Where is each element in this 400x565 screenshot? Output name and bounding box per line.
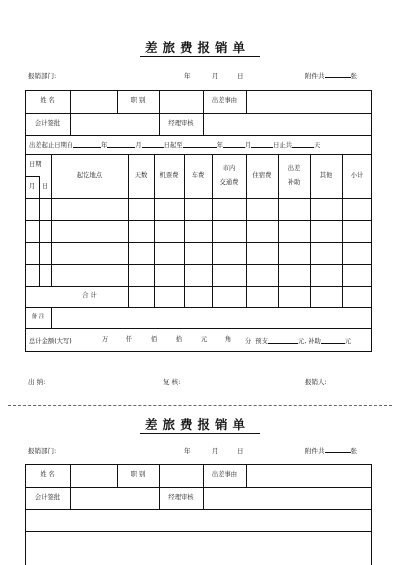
attachment-count [305, 71, 357, 80]
total-label: 合 计 [82, 292, 97, 300]
position-field[interactable] [159, 464, 203, 487]
period-month-label: 月 [135, 142, 142, 149]
advance-blank[interactable] [268, 337, 298, 344]
attachment-suffix: 张 [350, 447, 357, 455]
amount-label: 总计金额(大写) [29, 337, 72, 345]
year-label: 年 [184, 72, 191, 80]
name-field[interactable] [70, 90, 117, 113]
year-label: 年 [184, 447, 191, 455]
amount-shi: 拾 [175, 335, 183, 343]
name-label: 姓 名 [40, 97, 55, 105]
col-hotel: 住宿费 [252, 171, 272, 179]
trip-reason-label: 出差事由 [211, 97, 238, 105]
amount-bai: 佰 [150, 335, 158, 343]
allowance-yuan-label: 元 [344, 337, 352, 345]
advance-and-allowance [245, 328, 351, 352]
month-label: 月 [212, 447, 219, 455]
accountant-approval-label: 会计签批 [34, 119, 61, 127]
trip-reason-field[interactable] [246, 90, 372, 113]
trip-period-row [29, 135, 320, 154]
col-day: 日 [41, 182, 49, 190]
position-label: 职 别 [130, 471, 146, 479]
attachment-count [305, 446, 357, 455]
col-city-transport-line2: 交通费 [219, 179, 239, 186]
trip-reason-label: 出差事由 [211, 471, 238, 479]
col-car: 车费 [191, 171, 205, 179]
form-title: 差旅费报销单 [145, 40, 251, 55]
accountant-approval-label: 会计签批 [34, 493, 61, 501]
position-label: 职 别 [130, 97, 146, 105]
form-title: 差旅费报销单 [145, 417, 251, 432]
review-label: 复 核: [163, 378, 181, 386]
period-total-label: 日止共 [273, 142, 293, 149]
manager-review-field[interactable] [203, 487, 372, 509]
col-city-transport-line1: 市内 [222, 164, 236, 172]
period-blank[interactable] [107, 141, 135, 148]
period-year-label: 年 [216, 142, 223, 149]
col-other: 其他 [319, 171, 333, 179]
period-year-label: 年 [101, 142, 108, 149]
dept-label: 报销部门: [28, 72, 57, 80]
amount-jiao: 角 [224, 335, 232, 343]
name-field[interactable] [70, 464, 117, 487]
period-month-label: 月 [244, 142, 252, 149]
col-place: 起讫地点 [76, 171, 103, 179]
col-subtotal: 小计 [350, 171, 364, 179]
manager-review-label: 经理审核 [168, 119, 194, 127]
day-label: 日 [237, 72, 244, 80]
attachment-blank[interactable] [325, 446, 351, 453]
period-blank[interactable] [183, 141, 217, 148]
accountant-approval-field[interactable] [70, 113, 159, 135]
attachment-prefix: 附件共 [305, 447, 325, 455]
attachment-prefix: 附件共 [305, 72, 325, 80]
remark-label: 备 注 [31, 313, 45, 320]
col-allowance-line1: 出差 [287, 164, 301, 172]
advance-label: 预支 [255, 337, 268, 345]
row-divider [25, 509, 372, 510]
advance-yuan-label: 元, 补助 [297, 337, 321, 345]
cashier-label: 出 纳: [28, 378, 46, 386]
day-label: 日 [237, 447, 244, 455]
row-divider [25, 198, 372, 199]
col-month: 月 [28, 182, 36, 190]
row-divider [25, 242, 372, 243]
month-label: 月 [212, 72, 219, 80]
attachment-suffix: 张 [350, 72, 357, 80]
manager-review-field[interactable] [203, 113, 372, 135]
trip-reason-field[interactable] [246, 464, 372, 487]
period-blank[interactable] [292, 141, 314, 148]
accountant-approval-field[interactable] [70, 487, 159, 509]
col-allowance-line2: 补助 [287, 179, 301, 186]
period-days-label: 天 [314, 142, 321, 149]
cut-line [8, 405, 392, 406]
period-to-label: 日起至 [163, 142, 183, 149]
position-field[interactable] [159, 90, 203, 113]
amount-qian: 仟 [125, 335, 133, 343]
row-divider [25, 264, 372, 265]
col-date: 日期 [29, 160, 42, 168]
col-city-transport [212, 154, 246, 198]
manager-review-label: 经理审核 [168, 493, 194, 501]
title-underline [140, 433, 260, 434]
amount-fen: 分 [245, 337, 252, 345]
period-blank[interactable] [73, 141, 101, 148]
allowance-blank[interactable] [321, 337, 345, 344]
attachment-blank[interactable] [325, 71, 351, 78]
col-airfare: 机票费 [159, 171, 179, 179]
remark-field[interactable] [51, 307, 372, 328]
claimant-label: 报销人: [305, 378, 327, 386]
col-allowance [278, 154, 310, 198]
row-divider [25, 220, 372, 221]
dept-label: 报销部门: [28, 447, 57, 455]
row-divider [25, 531, 372, 532]
period-from-label: 出差起止日期自 [29, 142, 74, 149]
col-days: 天数 [134, 171, 148, 179]
period-blank[interactable] [251, 141, 273, 148]
period-blank[interactable] [142, 141, 164, 148]
period-blank[interactable] [223, 141, 245, 148]
amount-wan: 万 [101, 335, 109, 343]
amount-yuan: 元 [200, 335, 208, 343]
name-label: 姓 名 [40, 471, 55, 479]
title-underline [140, 56, 260, 57]
